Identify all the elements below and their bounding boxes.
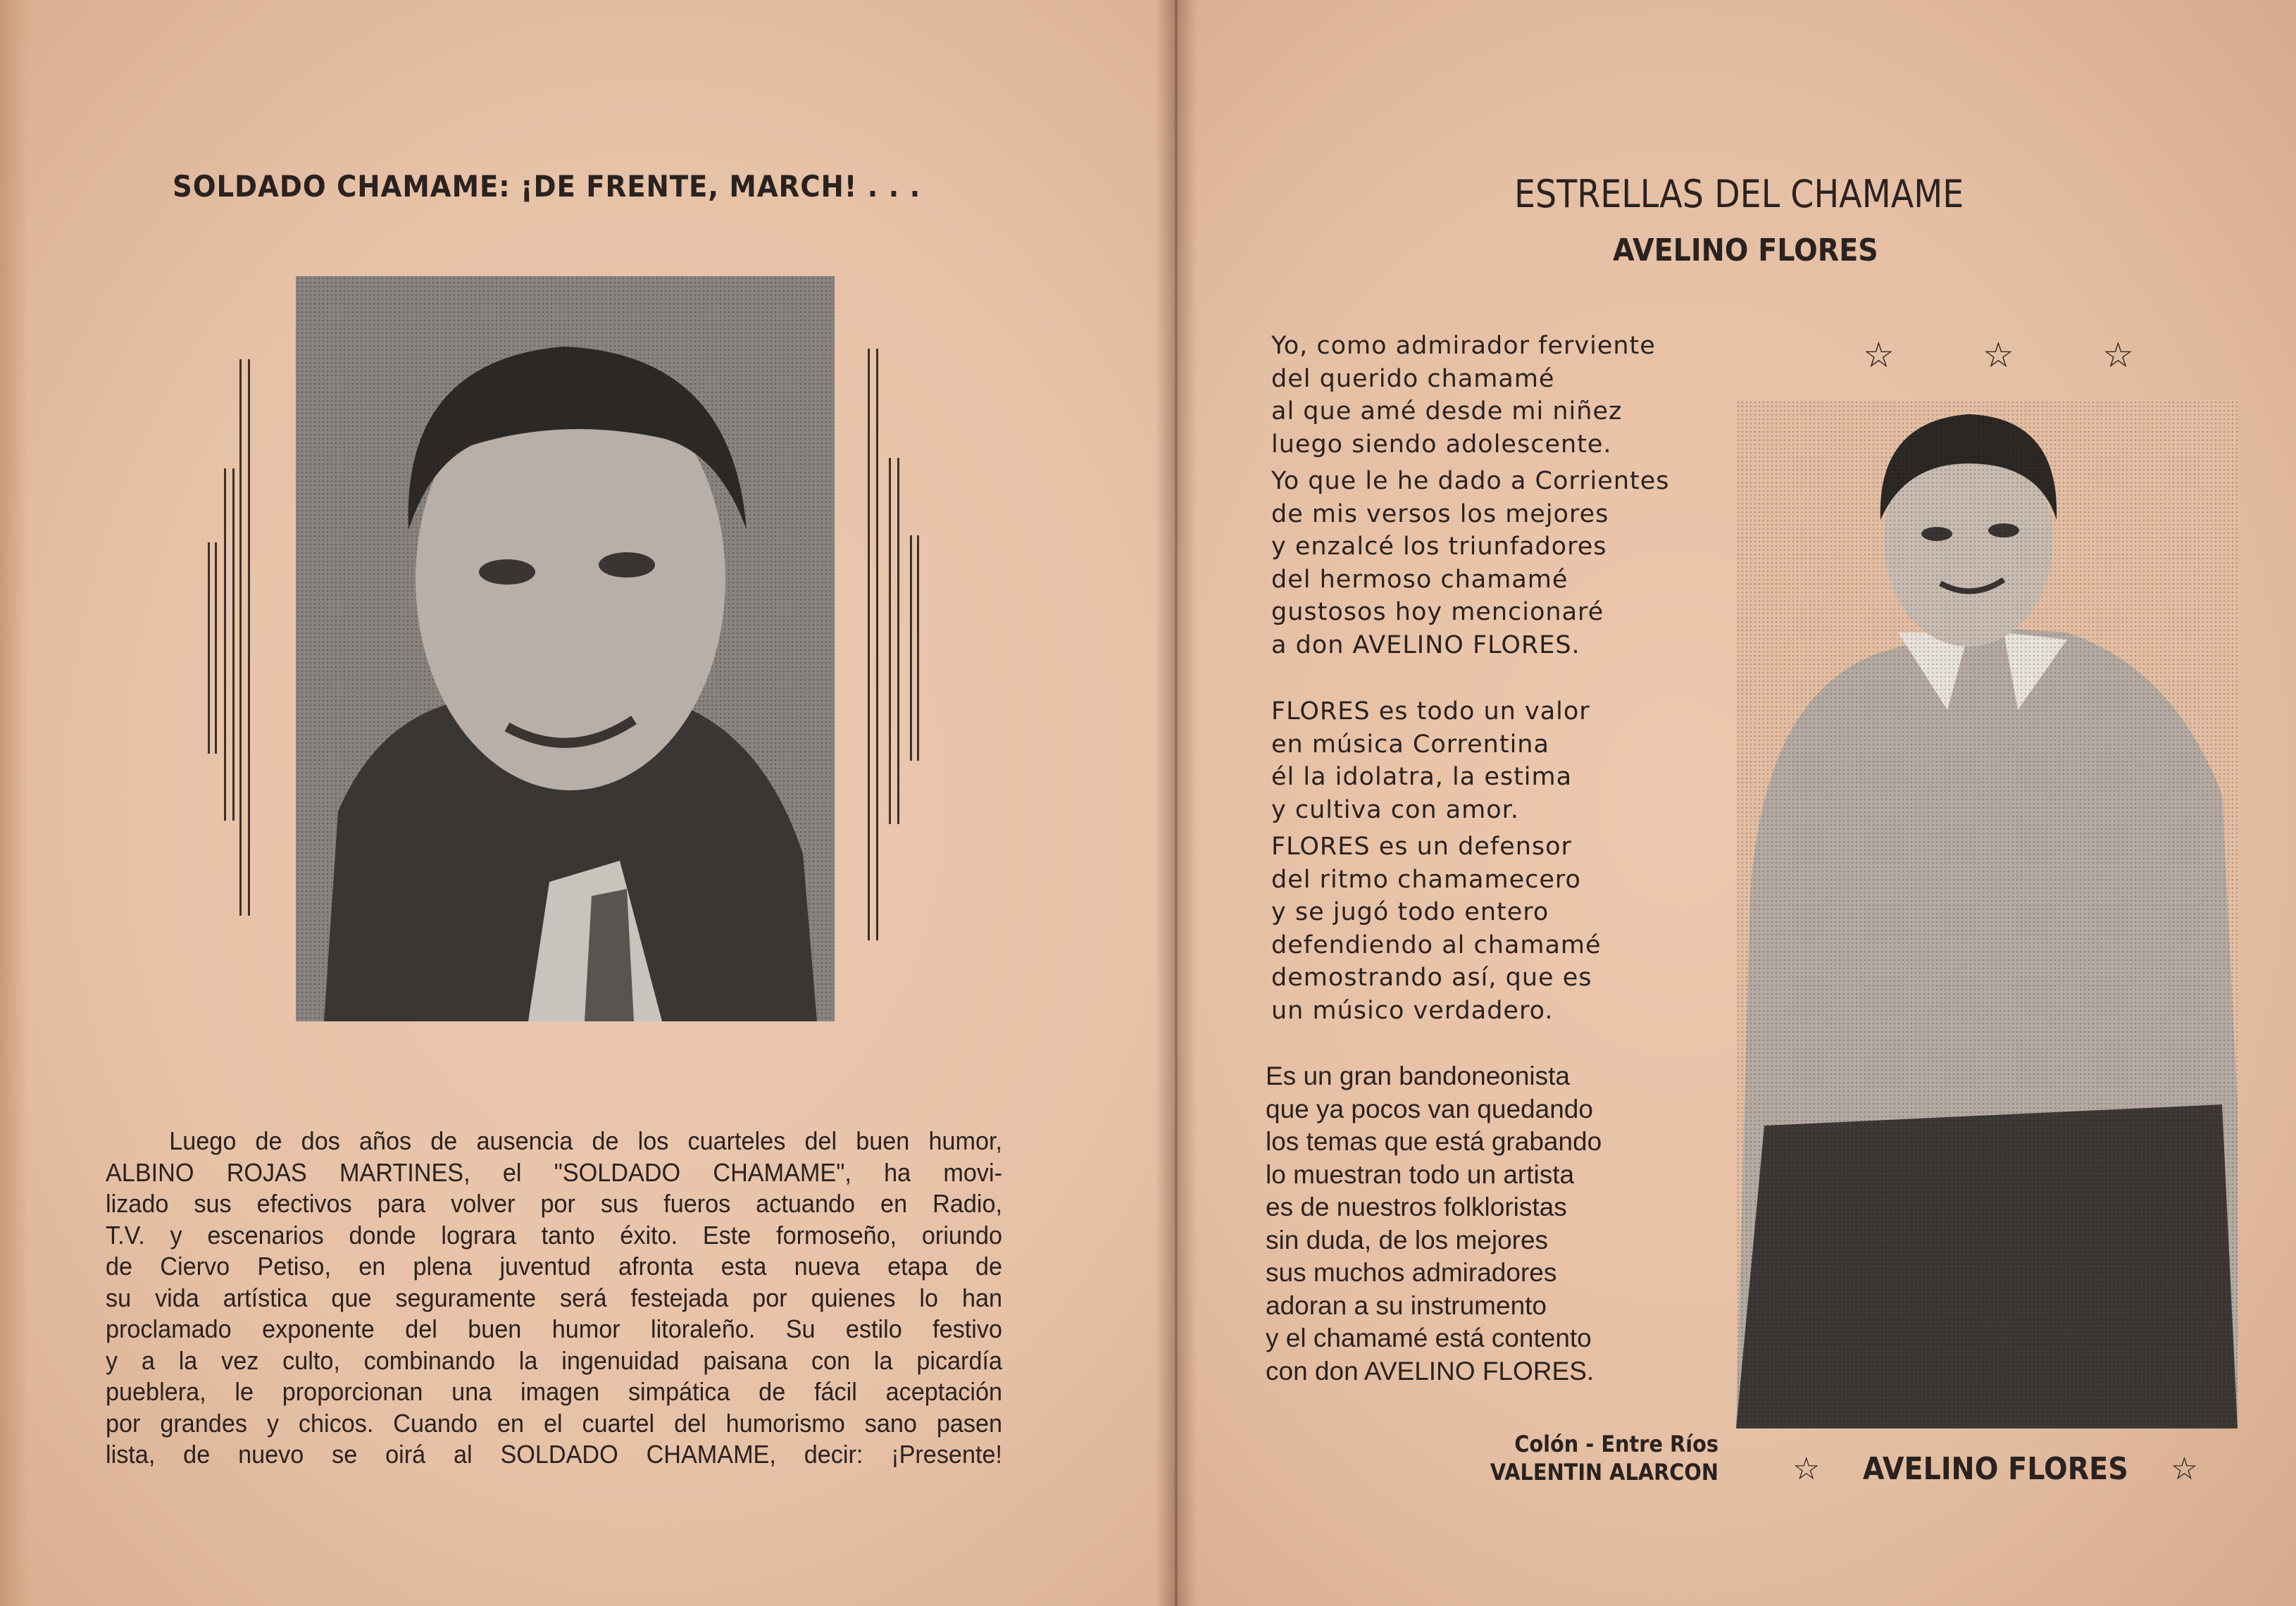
poem bbox=[1271, 330, 1670, 1031]
page-edge bbox=[0, 0, 28, 1606]
credit-place: Colón - Entre Ríos bbox=[1514, 1431, 1718, 1457]
poem-line: del hermoso chamamé bbox=[1271, 565, 1568, 594]
poem-line: FLORES es un defensor bbox=[1271, 833, 1572, 861]
star-icon: ☆ bbox=[2102, 335, 2134, 375]
paragraph-line: proclamado exponente del buen humor litoraleño. Su estilo festivo bbox=[106, 1314, 1002, 1343]
poem-line: luego siendo adolescente. bbox=[1271, 430, 1612, 459]
paragraph-line: Luego de dos años de ausencia de los cuarteles del buen humor, bbox=[169, 1126, 1002, 1155]
poem-line: adoran a su instrumento bbox=[1266, 1290, 1547, 1320]
section-title: ESTRELLAS DEL CHAMAME bbox=[1514, 172, 1964, 216]
poem-line: Es un gran bandoneonista bbox=[1266, 1062, 1571, 1090]
paragraph-line: lista, de nuevo se oirá al SOLDADO CHAMAME, decir: ¡Presente! bbox=[106, 1440, 1002, 1469]
decorative-line bbox=[224, 468, 226, 821]
decorative-line bbox=[239, 359, 242, 916]
decorative-line bbox=[248, 359, 250, 916]
star-icon: ☆ bbox=[1792, 1451, 1821, 1487]
paragraph-line: y a la vez culto, combinando la ingenuidad paisana con la picardía bbox=[106, 1345, 1002, 1375]
article-title: SOLDADO CHAMAME: ¡DE FRENTE, MARCH! . . . bbox=[173, 169, 921, 204]
credit-author: VALENTIN ALARCON bbox=[1490, 1459, 1718, 1486]
poem-line: y cultiva con amor. bbox=[1271, 795, 1519, 824]
paragraph-line: lizado sus efectivos para volver por sus fueros actuando en Radio, bbox=[106, 1189, 1002, 1218]
caption-text: AVELINO FLORES bbox=[1862, 1451, 2128, 1487]
portrait-photo bbox=[1736, 400, 2238, 1428]
poem-line: Yo que le he dado a Corrientes bbox=[1271, 467, 1670, 495]
decorative-line bbox=[917, 535, 919, 761]
poem-stanza bbox=[1271, 830, 1670, 1027]
star-icon: ☆ bbox=[1863, 335, 1895, 375]
section-subtitle: AVELINO FLORES bbox=[1613, 232, 1878, 268]
poem-line: al que amé desde mi niñez bbox=[1271, 397, 1623, 425]
paragraph-line: por grandes y chicos. Cuando en el cuartel del humorismo sano pasen bbox=[106, 1408, 1002, 1438]
decorative-line bbox=[876, 349, 878, 940]
poem-line: que ya pocos van quedando bbox=[1266, 1094, 1593, 1123]
poem-stanza bbox=[1271, 465, 1670, 661]
poem-stanza bbox=[1271, 330, 1670, 461]
paragraph-line: de Ciervo Petiso, en plena juventud afronta esta nueva etapa de bbox=[106, 1252, 1002, 1281]
photo-caption bbox=[1792, 1451, 2198, 1487]
poem-line: del querido chamamé bbox=[1271, 364, 1555, 393]
star-icon: ☆ bbox=[2170, 1451, 2199, 1487]
decorative-line bbox=[232, 468, 235, 821]
portrait-photo bbox=[296, 276, 835, 1021]
poem-line: un músico verdadero. bbox=[1271, 996, 1554, 1025]
poem-line: y el chamamé está contento bbox=[1266, 1324, 1592, 1352]
poem-line: Yo, como admirador ferviente bbox=[1271, 332, 1656, 360]
book-spine bbox=[1155, 0, 1197, 1606]
poem-line: defendiendo al chamamé bbox=[1271, 930, 1602, 959]
poem-stanza bbox=[1266, 1060, 1602, 1388]
decorative-line bbox=[868, 349, 870, 940]
decorative-line bbox=[208, 542, 210, 754]
poem-line: en música Correntina bbox=[1271, 730, 1549, 759]
poem-line: y enzalcé los triunfadores bbox=[1271, 533, 1607, 561]
poem-line: él la idolatra, la estima bbox=[1271, 763, 1573, 791]
decorative-line bbox=[897, 458, 899, 824]
decorative-line bbox=[910, 535, 912, 761]
decorative-line bbox=[889, 458, 891, 824]
poem-line: sin duda, de los mejores bbox=[1266, 1225, 1549, 1255]
poem-line: de mis versos los mejores bbox=[1271, 499, 1609, 528]
poem-line: del ritmo chamamecero bbox=[1271, 865, 1581, 894]
decorative-line bbox=[215, 542, 217, 754]
paragraph-line: pueblera, le proporcionan una imagen simpática de fácil aceptación bbox=[106, 1377, 1002, 1406]
poem-line: demostrando así, que es bbox=[1271, 964, 1592, 992]
poem-line: gustosos hoy mencionaré bbox=[1271, 598, 1604, 626]
poem-line: FLORES es todo un valor bbox=[1271, 697, 1590, 726]
poem-line: a don AVELINO FLORES. bbox=[1271, 630, 1580, 659]
poem-stanza bbox=[1271, 695, 1670, 826]
paragraph-line: T.V. y escenarios donde lograra tanto éxito. Este formoseño, oriundo bbox=[106, 1220, 1002, 1250]
poem-line: los temas que está grabando bbox=[1266, 1127, 1602, 1156]
poem-credit bbox=[1433, 1430, 1718, 1486]
article-body bbox=[106, 1126, 1002, 1471]
poem-line: y se jugó todo entero bbox=[1271, 898, 1549, 926]
poem-line: es de nuestros folkloristas bbox=[1266, 1193, 1567, 1221]
poem-line: con don AVELINO FLORES. bbox=[1266, 1356, 1595, 1386]
poem-line: lo muestran todo un artista bbox=[1266, 1159, 1575, 1189]
star-icon: ☆ bbox=[1983, 335, 2014, 375]
paragraph-line: su vida artística que seguramente será festejada por quienes lo han bbox=[106, 1283, 1002, 1312]
paragraph-line: ALBINO ROJAS MARTINES, el "SOLDADO CHAMAME", ha movi- bbox=[106, 1157, 1002, 1187]
poem-line: sus muchos admiradores bbox=[1266, 1258, 1557, 1287]
